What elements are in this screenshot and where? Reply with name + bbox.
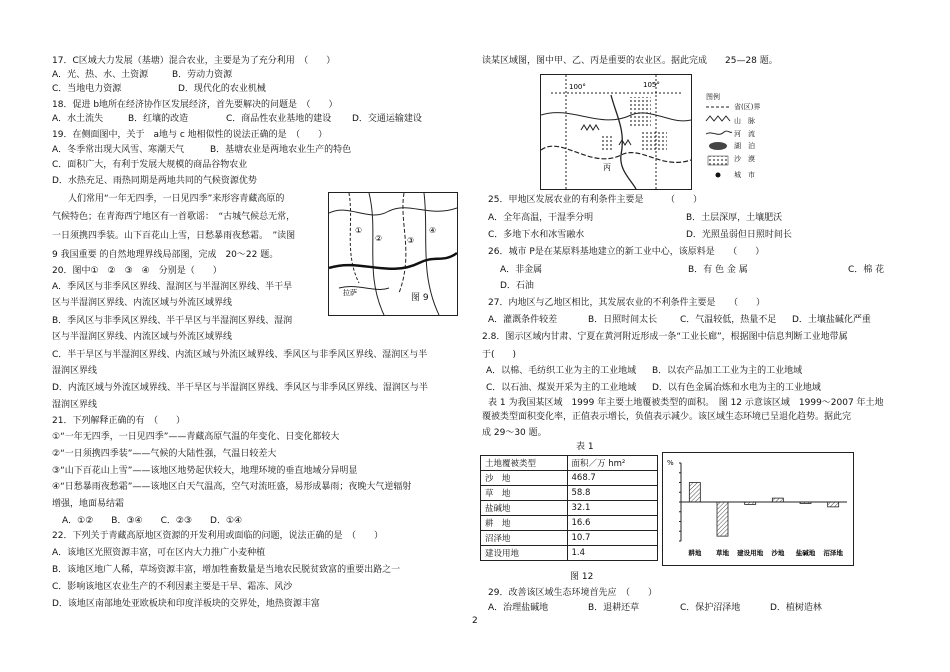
q27-option-c: C．气温较低，热量不足 [680, 315, 777, 325]
intro-25-28: 读某区域图，图中甲、乙、丙是重要的农业区。据此完成 25—28 题。 [482, 56, 778, 66]
q25-option-c: C．多地下水和冰雪融水 [488, 230, 585, 240]
land-cover-table [480, 455, 658, 561]
map-longitude-100: 100° [569, 83, 586, 91]
q22-option-b: B．该地区地广人稀，草场资源丰富，增加牲畜数量是当地农民脱贫致富的重要出路之一 [52, 565, 401, 575]
table-cell-area: 16.6 [567, 516, 658, 531]
legend-lake-symbol [709, 142, 727, 150]
q19-stem: 19．在侧面图中，关于 a地与 c 地相似性的说法正确的是 （ ） [52, 130, 328, 140]
table-header-row [481, 456, 658, 471]
table-cell-area: 10.7 [567, 531, 658, 546]
q21-statement-1: ①“一年无四季，一日见四季”——青藏高原气温的年变化、日变化都较大 [52, 432, 340, 442]
legend-item-desert: 沙 漠 [734, 155, 755, 163]
intro-29-30-line2: 覆被类型面积变化率，正值表示增长，负值表示减少。该区域生态环境已呈退化趋势。据此完 [482, 412, 852, 422]
chart-x-tick-label: 耕地 [688, 549, 702, 557]
region-map-drawing [541, 75, 691, 189]
q18-option-b: B．红壤的改造 [128, 114, 189, 124]
q19-option-a: A．冬季常出现大风雪、寒潮天气 [52, 145, 185, 155]
legend-item-mountain: 山 脉 [734, 117, 755, 125]
q27-stem: 27．内地区与乙地区相比，其发展农业的不利条件主要是 （ ） [488, 298, 765, 308]
q27-option-d: D．土壤盐碱化严重 [792, 315, 871, 325]
q29-option-d: D．植树造林 [770, 603, 822, 613]
q25-option-a: A．全年高温，干湿季分明 [488, 213, 594, 223]
map-longitude-105: 105° [643, 81, 660, 89]
table-row [481, 516, 658, 531]
q20-option-b-line2: 区与半湿润区界线、内流区域与外流区域界线 [52, 332, 233, 342]
q17-stem: 17．C区域大力发展（基塘）混合农业，主要是为了充分利用 （ ） [52, 56, 336, 66]
intro-29-30-line3: 成 29～30 题。 [482, 428, 547, 438]
table-1-title: 表 1 [576, 442, 594, 452]
chart-x-tick-label: 沼泽地 [823, 549, 843, 557]
q19-option-d: D．水热充足、雨热同期是两地共同的气候资源优势 [52, 176, 257, 186]
table-row [481, 501, 658, 516]
q28-option-c: C．以石油、煤炭开采为主的工业地域 [486, 383, 637, 393]
table-row [481, 471, 658, 486]
q21-statement-4-line1: ④“日愁暴雨夜愁霜”——该地区白天气温高，空气对流旺盛，易形成暴雨；夜晚大气逆辐射 [52, 482, 412, 492]
q26-option-a: A．非金属 [500, 265, 543, 275]
chart-bar-4 [800, 502, 811, 503]
legend-city-symbol [716, 173, 721, 178]
q29-option-b: B．退耕还草 [588, 603, 640, 613]
q25-option-b: B．土层深厚，土壤肥沃 [686, 213, 783, 223]
q17-option-d: D．现代化的农业机械 [178, 84, 266, 94]
table-cell-type: 草 地 [481, 486, 568, 501]
table-cell-area: 468.7 [567, 471, 658, 486]
q20-option-d-line2: 湿润区界线 [52, 400, 98, 410]
q20-option-a-line1: A．季风区与非季风区界线、湿润区与半湿润区界线、半干旱 [52, 282, 293, 292]
intro-20-22-line4: 9 我国重要 的自然地理界线局部图，完成 20～22 题。 [52, 250, 279, 260]
q18-option-a: A．水土流失 [52, 114, 104, 124]
chart-bar-5 [828, 502, 839, 507]
q28-stem-line1: 2.8．图示区域内甘肃、宁夏在黄河附近形成一条“工业长廊”，根据图中信息判断工业地带属 [482, 332, 848, 342]
q20-option-d-line1: D．内流区域与外流区域界线、半干旱区与半湿润区界线、季风区与非季风区界线、湿润区与半 [52, 383, 428, 393]
q26-option-c: C．棉 花 [848, 265, 885, 275]
q29-option-a: A．治理盐碱地 [488, 603, 549, 613]
q28-option-d: D．以有色金属冶炼和水电为主的工业地域 [652, 383, 821, 393]
intro-20-22-line1: 人们常用“一年无四季，一日见四季”来形容青藏高原的 [68, 194, 285, 204]
q21-statement-3: ③“山下百花山上雪”——该地区地势起伏较大，地理环境的垂直地域分异明显 [52, 466, 358, 476]
figure-12-label: 图 12 [570, 572, 594, 582]
figure-9-map-drawing [329, 193, 457, 315]
table-cell-type: 建设用地 [481, 546, 568, 561]
q17-option-c: C．当地电力资源 [52, 84, 122, 94]
q22-option-a: A．该地区光照资源丰富，可在区内大力推广小麦种植 [52, 548, 266, 558]
svg-text:①: ① [355, 226, 363, 235]
chart-bar-1 [717, 502, 728, 536]
region-map [540, 74, 692, 190]
legend-item-lake: 湖 泊 [734, 142, 755, 150]
chart-x-tick-label: 建设用地 [737, 549, 764, 557]
chart-bar-3 [772, 498, 783, 502]
table-cell-area: 32.1 [567, 501, 658, 516]
q21-statement-2: ②“一日须携四季装”——气候的大陆性强，气温日较差大 [52, 449, 277, 459]
q28-option-a: A．以棉、毛纺织工业为主的工业地域 [486, 366, 637, 376]
q21-options: A．①② B．③④ C．②③ D．①④ [62, 516, 243, 526]
table-cell-type: 沼泽地 [481, 531, 568, 546]
q18-option-d: D．交通运输建设 [352, 114, 422, 124]
table-row [481, 546, 658, 561]
legend-item-river: 河 流 [734, 130, 755, 138]
map-legend [700, 92, 790, 188]
q21-statement-4-line2: 增强，地面易结霜 [52, 499, 125, 509]
chart-bar-0 [689, 483, 700, 503]
q20-stem: 20．图中① ② ③ ④ 分别是（ ） [52, 266, 222, 276]
svg-text:④: ④ [429, 226, 437, 235]
table-cell-area: 58.8 [567, 486, 658, 501]
chart-x-tick-label: 沙地 [771, 549, 785, 557]
intro-29-30-line1: 表 1 为我国某区域 1999 年主要土地覆被类型的面积。 图 12 示意该区域 1999～2007 年土地 [488, 398, 884, 408]
q29-option-c: C．保护沼泽地 [680, 603, 741, 613]
q26-option-b: B．有 色 金 属 [688, 265, 748, 275]
table-cell-type: 耕 地 [481, 516, 568, 531]
figure-12-chart-frame [662, 452, 854, 566]
table-header-type: 土地覆被类型 [481, 456, 568, 471]
q28-stem-line2: 于( ) [482, 350, 517, 360]
q20-option-c-line1: C．半干旱区与半湿润区界线、内流区域与外流区域界线、季风区与非季风区界线、湿润区与半 [52, 350, 428, 360]
table-cell-area: 1.4 [567, 546, 658, 561]
legend-mountain-symbol [706, 116, 730, 121]
q22-option-c: C．影响该地区农业生产的不利因素主要是干旱、霜冻、风沙 [52, 582, 293, 592]
intro-20-22-line2: 气候特色；在青海西宁地区有一首歌谣： “古城气候总无常， [52, 212, 296, 222]
chart-x-tick-label: 盐碱地 [795, 549, 816, 557]
table-row [481, 531, 658, 546]
chart-y-label: % [667, 459, 674, 467]
svg-text:②: ② [375, 234, 383, 243]
q26-stem: 26．城市 P是在某原料基地建立的新工业中心，该原料是 （ ） [488, 247, 765, 257]
q26-option-d: D．石油 [500, 281, 534, 291]
table-header-area: 面积／万 hm² [567, 456, 658, 471]
q20-option-a-line2: 区与半湿润区界线、内流区域与外流区域界线 [52, 298, 233, 308]
q29-stem: 29．改善该区域生态环境首先应 （ ） [488, 588, 657, 598]
intro-20-22-line3: 一日须携四季装。山下百花山上雪，日愁暴雨夜愁霜。 ”读图 [52, 231, 296, 241]
map-label-bing: 丙 [603, 163, 611, 172]
legend-item-boundary: 省(区)界 [734, 103, 761, 111]
q27-option-a: A．灌溉条件较差 [488, 315, 558, 325]
q19-option-b: B．基塘农业是两地农业生产的特色 [210, 145, 352, 155]
q22-option-d: D．该地区南部地处亚欧板块和印度洋板块的交界处，地热资源丰富 [52, 599, 320, 609]
q21-stem: 21．下列解释正确的有 （ ） [52, 416, 185, 426]
q17-option-a: A．光、热、水、土资源 [52, 70, 149, 80]
figure-12-chart [663, 453, 853, 565]
table-row [481, 486, 658, 501]
chart-x-tick-label: 草地 [716, 549, 729, 557]
legend-symbols [704, 102, 734, 192]
figure-9-label: 图 9 [411, 293, 429, 303]
q20-option-b-line1: B．季风区与非季风区界线、半干旱区与半湿润区界线、湿润 [52, 316, 293, 326]
table-cell-type: 盐碱地 [481, 501, 568, 516]
q22-stem: 22．下列关于青藏高原地区资源的开发利用或面临的问题，说法正确的是 （ ） [52, 531, 383, 541]
table-cell-type: 沙 地 [481, 471, 568, 486]
q20-option-c-line2: 湿润区界线 [52, 366, 98, 376]
q19-option-c: C．面积广大，有利于发展大规模的商品谷物农业 [52, 160, 248, 170]
legend-desert-symbol [708, 156, 728, 165]
q25-option-d: D．光照虽弱但日照时间长 [686, 230, 792, 240]
legend-title: 图例 [706, 93, 720, 101]
legend-river-symbol [706, 131, 732, 134]
page-number: 2 [472, 616, 478, 626]
q28-option-b: B．以农产品加工工业为主的工业地域 [652, 366, 803, 376]
legend-item-city: 城 市 [734, 171, 755, 179]
figure-9-map [328, 192, 458, 316]
chart-bar-2 [745, 502, 756, 504]
q18-stem: 18．促进 b地所在经济协作区发展经济，首先要解决的问题是 （ ） [52, 100, 338, 110]
svg-text:③: ③ [407, 236, 415, 245]
q18-option-c: C．商品性农业基地的建设 [226, 114, 332, 124]
svg-text:拉萨: 拉萨 [343, 289, 357, 297]
q25-stem: 25．甲地区发展农业的有利条件主要是 （ ） [488, 195, 702, 205]
q17-option-b: B．劳动力资源 [172, 70, 233, 80]
q27-option-b: B．日照时间太长 [588, 315, 658, 325]
